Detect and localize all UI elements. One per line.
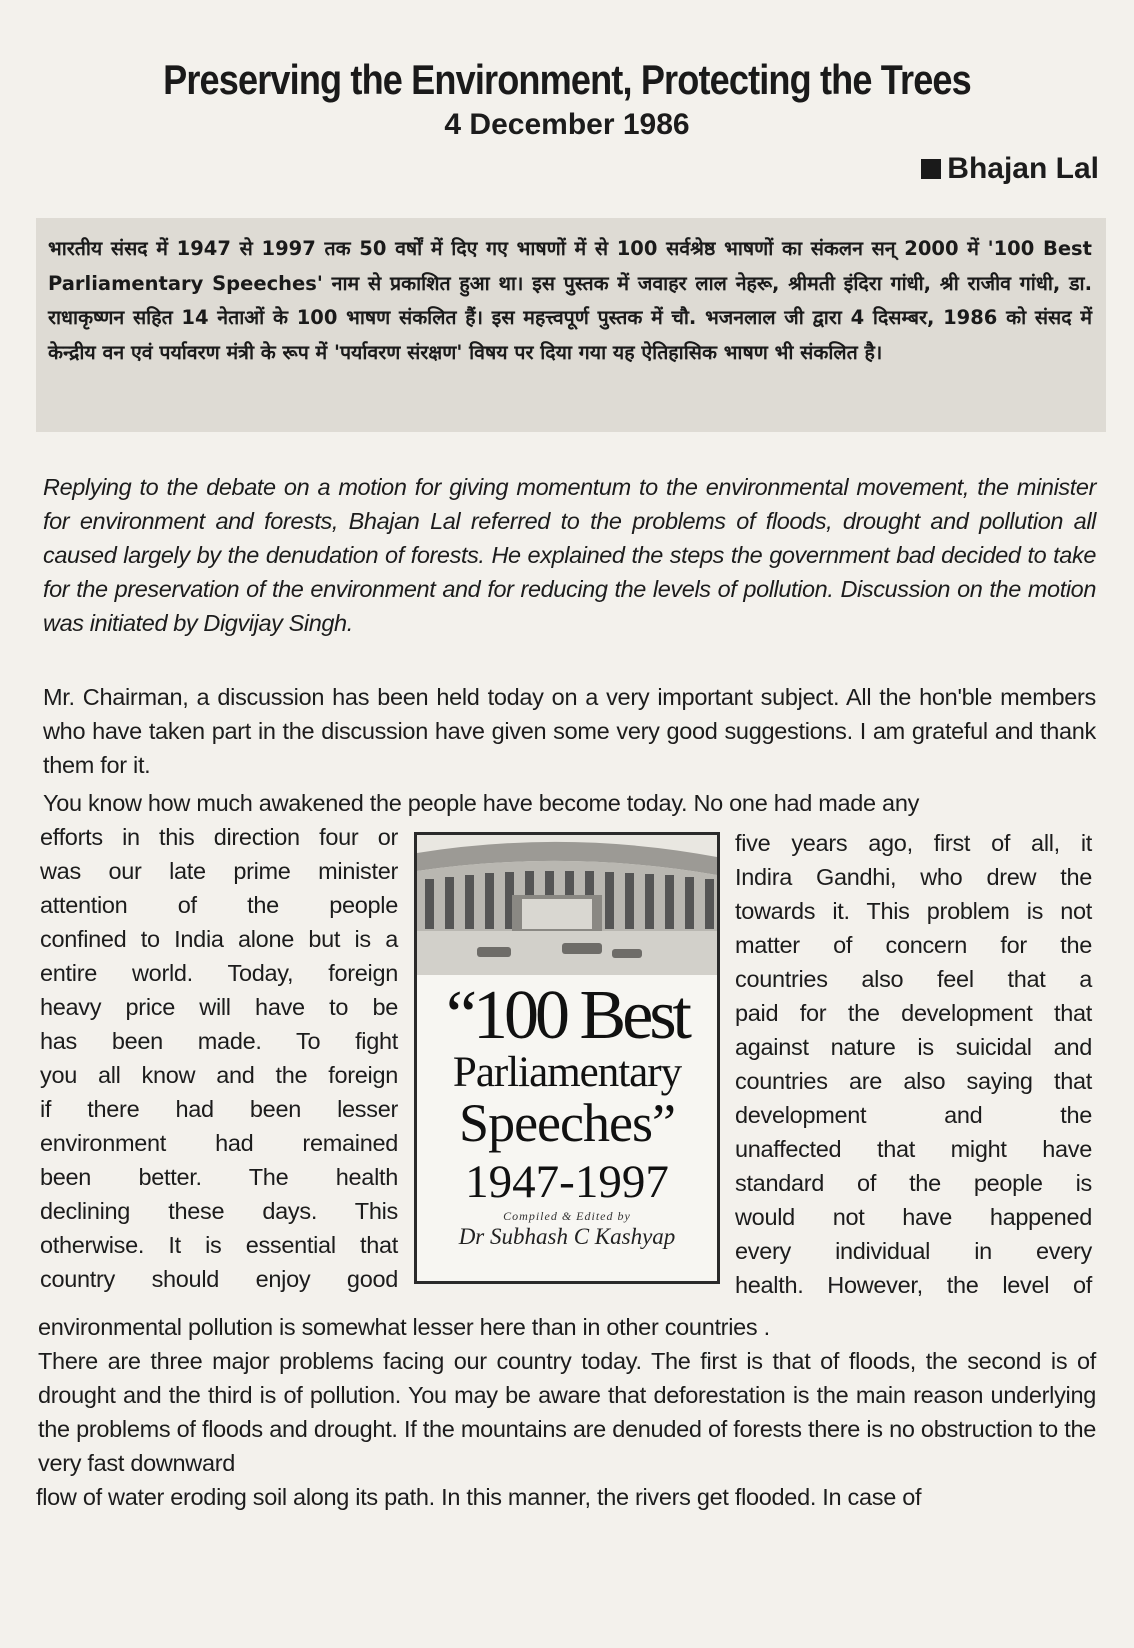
left-line: efforts in this direction four or [40,824,398,850]
right-column [735,826,1092,1302]
right-line: standard of the people is [735,1170,1092,1196]
right-line: countries also feel that a [735,966,1092,992]
hindi-intro-box [36,218,1106,432]
left-line: heavy price will have to be [40,994,398,1020]
left-line: environment had remained [40,1130,398,1156]
square-bullet-icon [921,159,941,179]
body-paragraph-5: flow of water eroding soil along its path. In this manner, the rivers get flooded. In case of [36,1484,922,1510]
left-line: confined to India alone but is a [40,926,398,952]
left-line: you all know and the foreign [40,1062,398,1088]
left-line: been better. The health [40,1164,398,1190]
right-line: health. However, the level of [735,1272,1092,1298]
author-line [921,152,1099,186]
right-line: towards it. This problem is not [735,898,1092,924]
hindi-intro-text: भारतीय संसद में 1947 से 1997 तक 50 वर्षों में दिए गए भाषणों में से 100 सर्वश्रेष्ठ भाषणों का संकलन सन् 2000 में '100 Best Parliamentary Speeches' नाम से प्रकाशित हुआ था। इस पुस्तक में जवाहर लाल नेहरू, श्रीमती इंदिरा गांधी, श्री राजीव गांधी, डा. राधाकृष्णन सहित 14 नेताओं के 100 भाषण संकलित हैं। इस महत्त्वपूर्ण पुस्तक में चौ. भजनलाल जी द्वारा 4 दिसम्बर, 1986 को संसद में केन्द्रीय वन एवं पर्यावरण मंत्री के रूप में 'पर्यावरण संरक्षण' विषय पर दिया गया यह ऐतिहासिक भाषण भी संकलित है। [48,237,1092,364]
left-line: if there had been lesser [40,1096,398,1122]
left-line: has been made. To fight [40,1028,398,1054]
right-line: unaffected that might have [735,1136,1092,1162]
cover-years: 1947-1997 [465,1156,669,1208]
right-line: matter of concern for the [735,932,1092,958]
parliament-building-icon [417,835,717,975]
cover-title-line-1: “100 Best [445,977,689,1054]
left-line: entire world. Today, foreign [40,960,398,986]
body-paragraph-2: You know how much awakened the people have become today. No one had made any [43,790,920,816]
right-line: Indira Gandhi, who drew the [735,864,1092,890]
left-column [40,820,398,1296]
book-cover-image [414,832,720,1284]
page-title: Preserving the Environment, Protecting the Trees [163,56,971,103]
cover-compiled-label: Compiled & Edited by [503,1209,631,1223]
left-line: was our late prime minister [40,858,398,884]
left-line: declining these days. This [40,1198,398,1224]
left-line: country should enjoy good [40,1266,398,1292]
body-paragraph-1: Mr. Chairman, a discussion has been held today on a very important subject. All the hon'ble members who have taken part in the discussion have given some very good suggestions. I am grateful and thank them for it. [43,684,1096,778]
right-line: countries are also saying that [735,1068,1092,1094]
right-line: would not have happened [735,1204,1092,1230]
left-line: otherwise. It is essential that [40,1232,398,1258]
left-line: attention of the people [40,892,398,918]
right-line: paid for the development that [735,1000,1092,1026]
author-name: Bhajan Lal [947,152,1099,185]
cover-title-line-3: Speeches” [459,1093,675,1153]
right-line: against nature is suicidal and [735,1034,1092,1060]
cover-editor: Dr Subhash C Kashyap [458,1224,676,1249]
right-line: five years ago, first of all, it [735,830,1092,856]
intro-paragraph: Replying to the debate on a motion for giving momentum to the environmental movement, the minister for environment and forests, Bhajan Lal referred to the problems of floods, drought and pollution all caused largely by the denudation of forests. He explained the steps the government bad decided to take for the preservation of the environment and for reducing the levels of pollution. Discussion on the motion was initiated by Digvijay Singh. [43,474,1096,636]
right-line: development and the [735,1102,1092,1128]
cover-title-line-2: Parliamentary [452,1049,682,1096]
right-line: every individual in every [735,1238,1092,1264]
body-paragraph-3: environmental pollution is somewhat lesser here than in other countries . [38,1314,770,1340]
speech-date: 4 December 1986 [444,108,690,141]
body-paragraph-4: There are three major problems facing our country today. The first is that of floods, the second is of drought and the third is of pollution. You may be aware that deforestation is the main reason underlying the problems of floods and drought. If the mountains are denuded of forests there is no obstruction to the very fast downward [38,1348,1096,1476]
